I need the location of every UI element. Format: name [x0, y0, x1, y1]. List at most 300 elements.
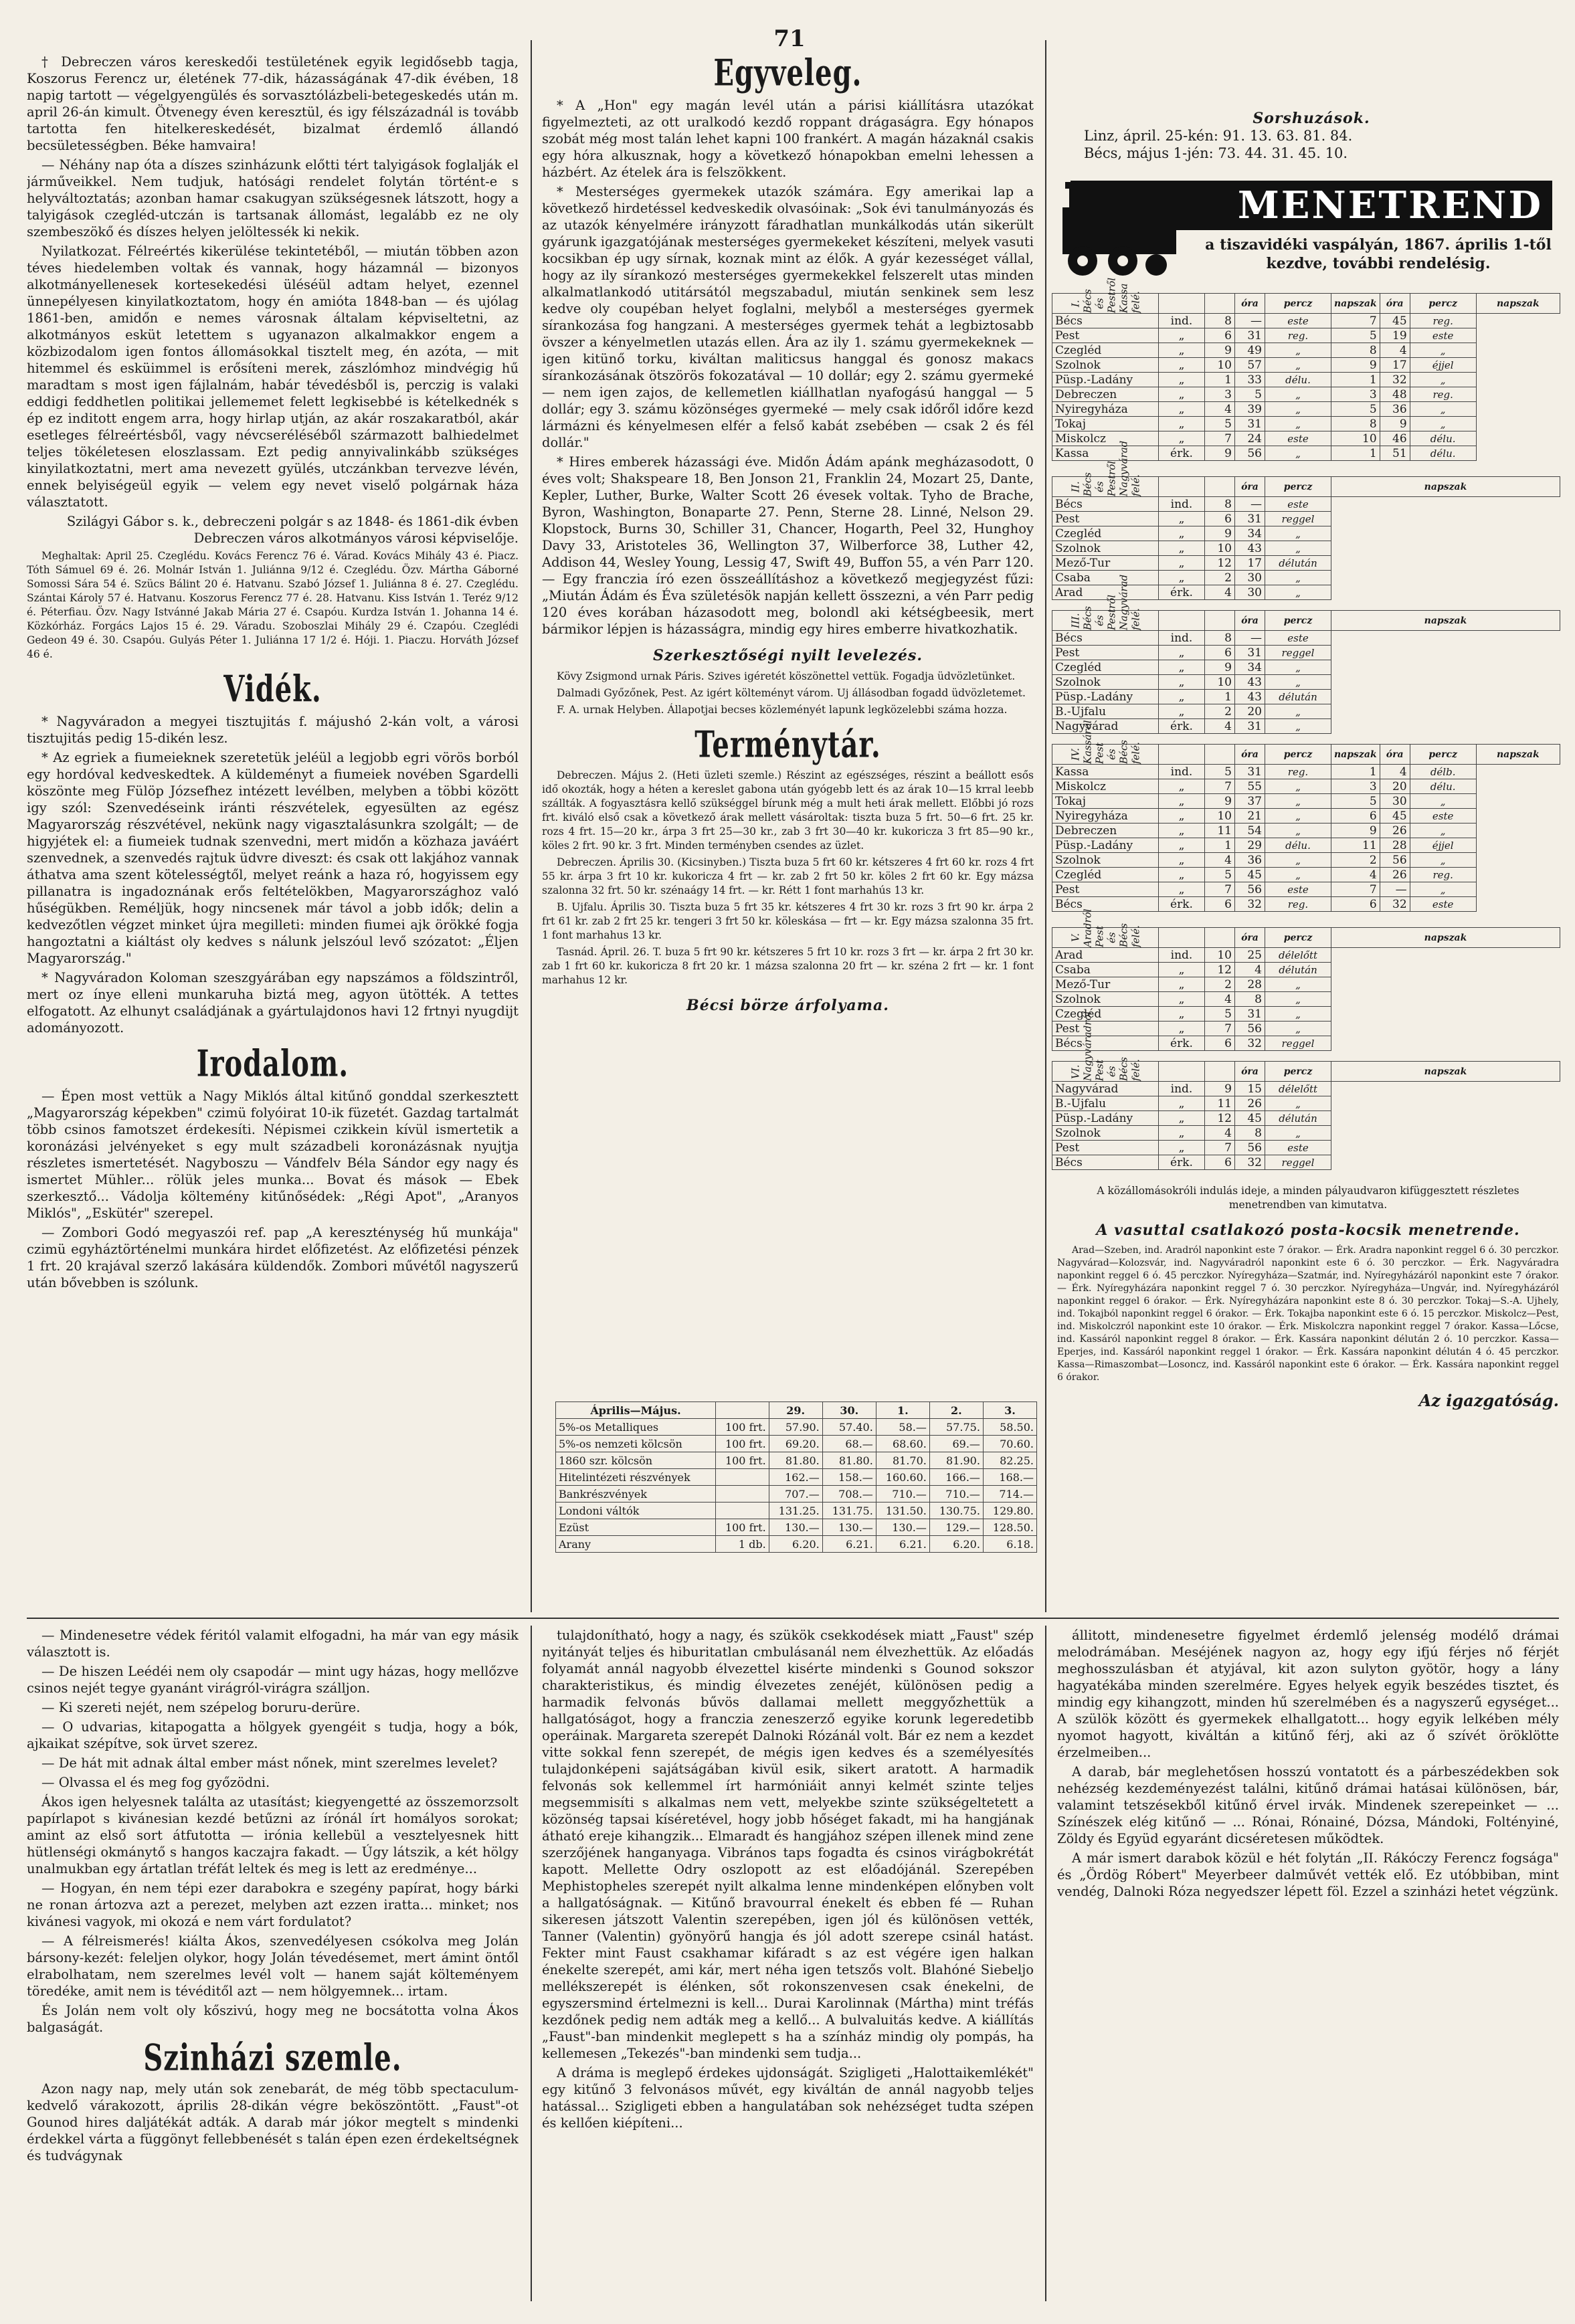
timetable-cell: „ — [1265, 1126, 1331, 1141]
table-cell: 100 frt. — [716, 1436, 769, 1452]
timetable-cell: 32 — [1235, 897, 1265, 912]
table-cell: 57.90. — [769, 1419, 822, 1436]
timetable-note: A közállomásokróli indulás ideje, a minden pályaudvaron kifüggesztett részletes menetrendben van kimutatva. — [1097, 1185, 1519, 1211]
station-name: Mező-Tur — [1052, 556, 1159, 571]
timetable-cell: délelőtt — [1265, 948, 1331, 963]
station-name: Bécs — [1052, 497, 1159, 512]
timetable-row — [1052, 779, 1560, 794]
timetable-cell: „ — [1159, 646, 1205, 660]
feuilleton-paragraph: — A félreismerés! kiálta Ákos, szenvedélyesen csókolva meg Jolán bársony-kezét: feleljen olykor, hogy Jolán tévedésemet, mert ámint öntől elrabolhatam, nem szerelmes levél volt — hanem saját költeményem töredéke, amit nem is tévéditől azt — nem hölgyemnek... irtam. — [27, 1933, 519, 1999]
column-head: napszak — [1331, 611, 1560, 631]
timetable-cell: 9 — [1331, 358, 1380, 373]
timetable-cell: 6 — [1331, 897, 1380, 912]
section-title-posta: A vasuttal csatlakozó posta-kocsik menetrende. — [1096, 1222, 1520, 1239]
table-header: Április—Május. — [556, 1402, 716, 1419]
table-cell: 58.50. — [983, 1419, 1036, 1436]
timetable-cell: „ — [1265, 992, 1331, 1007]
column-head: percz — [1410, 294, 1476, 314]
timetable-row — [1052, 992, 1560, 1007]
table-cell: Londoni váltók — [556, 1503, 716, 1519]
timetable-cell: „ — [1410, 373, 1476, 387]
timetable-cell: „ — [1265, 853, 1331, 868]
table-cell: 130.— — [822, 1519, 876, 1536]
table-cell: Ezüst — [556, 1519, 716, 1536]
table-cell: 710.— — [876, 1486, 929, 1503]
timetable-1 — [1052, 277, 1560, 461]
timetable-cell: 6 — [1205, 512, 1235, 526]
timetable-cell: este — [1265, 1141, 1331, 1155]
timetable-cell: 43 — [1235, 541, 1265, 556]
timetable-row — [1052, 512, 1560, 526]
timetable-cell: 4 — [1380, 343, 1410, 358]
timetable-cell: 56 — [1235, 1022, 1265, 1036]
station-name: Kassa — [1052, 446, 1159, 461]
timetable-cell: „ — [1265, 526, 1331, 541]
timetable-cell: 28 — [1380, 838, 1410, 853]
timetable-cell: 9 — [1205, 526, 1235, 541]
station-name: Pest — [1052, 882, 1159, 897]
timetable-cell: 1 — [1205, 690, 1235, 704]
videk-paragraph: * Nagyváradon a megyei tisztujitás f. májushó 2-kán volt, a városi tisztujitás pedig 15-dikén lesz. — [27, 714, 519, 746]
station-name: Püsp.-Ladány — [1052, 690, 1159, 704]
timetable-cell: „ — [1159, 977, 1205, 992]
timetable-cell: ind. — [1159, 1082, 1205, 1096]
table-cell: 707.— — [769, 1486, 822, 1503]
signature-paragraph: Szilágyi Gábor s. k., debreczeni polgár s az 1848- és 1861-dik évben Debreczen város alkotmányos városi képviselője. — [66, 514, 519, 546]
station-name: Czegléd — [1052, 343, 1159, 358]
timetable-route-label: II. Bécs és Pestről Nagyvárad felé. — [1052, 477, 1159, 497]
station-name: Bécs — [1052, 314, 1159, 328]
timetable-cell: 1 — [1205, 373, 1235, 387]
station-name: Bécs — [1052, 1155, 1159, 1170]
timetable-cell: 26 — [1380, 868, 1410, 882]
timetable-cell: „ — [1159, 431, 1205, 446]
timetable-cell: érk. — [1159, 719, 1205, 734]
timetable-cell: 33 — [1235, 373, 1265, 387]
timetable-cell: „ — [1159, 963, 1205, 977]
timetable-cell: „ — [1265, 571, 1331, 585]
timetable-cell: „ — [1410, 853, 1476, 868]
timetable-cell: 9 — [1205, 1082, 1235, 1096]
obituary-paragraph: † Debreczen város kereskedői testületének egyik legidősebb tagja, Koszorus Ferencz ur, életének 77-dik, házasságának 47-dik évében, 18 napig tartott — végelgyengülés és sorvasztólázbeli-betegeskedés után m. april 26-án kimult. Ötvenegy éven keresztül, és igy félszázadnál is tovább tartotta fen hitelkereskedését, bizalmat érdemlő állandó becsületességben. Béke hamvaira! — [27, 54, 519, 153]
timetable-cell: „ — [1410, 794, 1476, 809]
station-name: Miskolcz — [1052, 431, 1159, 446]
table-cell: 100 frt. — [716, 1519, 769, 1536]
column-head: napszak — [1331, 294, 1380, 314]
column-head: percz — [1265, 928, 1331, 948]
feuilleton-paragraph: Azon nagy nap, mely után sok zenebarát, de még több spectaculum-kedvelő várakozott, április 28-dikán végre beköszöntött. „Faust"-ot Gounod hires daljátékát adták. A darab már jókor megtelt s mindenki érdekkel várta a függönyt fellebbenését s talán épen ezen érdekeltségnek és tudvágynak — [27, 2081, 519, 2163]
timetable-cell: „ — [1159, 512, 1205, 526]
table-row — [556, 1519, 1037, 1536]
irodalom-paragraph: — Zombori Godó megyaszói ref. pap „A kereszténység hű munkája" czimü egyháztörténelmi munkára hirdet előfizetést. Az előfizetési pénzek 1 frt. 20 krajával szerző lakására küldendők. Zombori művétől nagyszerű után bővebben is szólunk. — [27, 1225, 519, 1290]
timetable-cell: „ — [1265, 1096, 1331, 1111]
timetable-cell: reg. — [1410, 868, 1476, 882]
station-name: Szolnok — [1052, 675, 1159, 690]
table-cell: 100 frt. — [716, 1452, 769, 1469]
lottery-line: Linz, ápril. 25-kén: 91. 13. 63. 81. 84. — [1084, 128, 1353, 144]
posta-schedule: Arad—Szeben, ind. Aradról naponkint este 7 órakor. — Érk. Aradra naponkint reggel 6 ó. 30 perczkor. Nagyvárad—Kolozsvár, ind. Nagyváradról naponkint este 6 ó. 30 perczkor. — Érk. Nagyváradra naponkint reggel 6 ó. 45 perczkor. Nyíregyháza—Szatmár, ind. Nyíregyházáról naponkint este 7 órakor. — Érk. Nyíregyházára naponkint reggel 7 ó. 30 perczkor. Nyíregyháza—Ungvár, ind. Nyíregyházáról naponkint reggel 6 órakor. — Érk. Nyíregyházára naponkint este 8 ó. 30 perczkor. Tokaj—S.-A. Ujhely, ind. Tokajból naponkint reggel 6 órakor. — Érk. Tokajba naponkint este 6 ó. 15 perczkor. Miskolcz—Pest, ind. Miskolczról naponkint este 10 órakor. — Érk. Miskolczra naponkint reggel 7 órakor. Kassa—Lőcse, ind. Kassáról naponkint reggel 8 órakor. — Érk. Kassára naponkint délután 2 ó. 10 perczkor. Kassa—Eperjes, ind. Kassáról naponkint reggel 1 órakor. — Érk. Kassára naponkint délután 4 ó. 45 perczkor. Kassa—Rimaszombat—Losoncz, ind. Kassáról naponkint este 6 órakor. — Érk. Kassára naponkint reggel 6 órakor. — [1057, 1245, 1559, 1383]
station-name: Czegléd — [1052, 868, 1159, 882]
timetable-cell: 48 — [1380, 387, 1410, 402]
timetable-cell: 56 — [1235, 1141, 1265, 1155]
timetable-cell: „ — [1159, 690, 1205, 704]
table-cell: 5%-os nemzeti kölcsön — [556, 1436, 716, 1452]
timetable-cell: 8 — [1331, 343, 1380, 358]
column-head: percz — [1265, 294, 1331, 314]
timetable-cell: érk. — [1159, 585, 1205, 600]
timetable-cell: „ — [1265, 977, 1331, 992]
timetable-cell: 57 — [1235, 358, 1265, 373]
table-cell: 57.75. — [929, 1419, 983, 1436]
timetable-cell: 24 — [1235, 431, 1265, 446]
timetable-row — [1052, 660, 1560, 675]
timetable-cell: „ — [1159, 704, 1205, 719]
table-cell: 1860 szr. kölcsön — [556, 1452, 716, 1469]
table-row — [556, 1419, 1037, 1436]
timetable-cell: — — [1235, 314, 1265, 328]
timetable-row — [1052, 631, 1560, 646]
timetable-cell: 7 — [1205, 431, 1235, 446]
timetable-cell: „ — [1265, 417, 1331, 431]
timetable-cell: „ — [1159, 373, 1205, 387]
timetable-cell: „ — [1265, 1007, 1331, 1022]
timetable-cell: „ — [1410, 402, 1476, 417]
table-cell: 158.— — [822, 1469, 876, 1486]
timetable-cell: este — [1265, 497, 1331, 512]
table-cell: 131.75. — [822, 1503, 876, 1519]
table-cell: 1 db. — [716, 1536, 769, 1553]
timetable-cell: 7 — [1331, 882, 1380, 897]
timetable-cell: érk. — [1159, 446, 1205, 461]
timetable-row — [1052, 948, 1560, 963]
timetable-cell: 12 — [1205, 556, 1235, 571]
timetable-route-label: I. Bécs és Pestről Kassa felé. — [1052, 294, 1159, 314]
timetable-cell: 21 — [1235, 809, 1265, 824]
timetable-cell: 34 — [1235, 526, 1265, 541]
timetable-cell: délután — [1265, 690, 1331, 704]
station-name: Csaba — [1052, 571, 1159, 585]
timetable-cell: 1 — [1331, 446, 1380, 461]
timetable-row — [1052, 690, 1560, 704]
table-cell: 131.25. — [769, 1503, 822, 1519]
table-cell: 81.80. — [769, 1452, 822, 1469]
station-name: Pest — [1052, 512, 1159, 526]
timetable-cell: „ — [1265, 660, 1331, 675]
table-cell: 131.50. — [876, 1503, 929, 1519]
egyveleg-paragraph: * Hires emberek házassági éve. Midőn Ádám apánk megházasodott, 0 éves volt; Shakspeare 18, Ben Jonson 21, Franklin 24, Mozart 25, Dante, Kepler, Luther, Burke, Walter Scott 26 évesek voltak. Tyho de Brache, Byron, Washington, Bonaparte 27. Penn, Sterne 28. Linné, Nelson 29. Klopstock, Burns 30, Schiller 31, Chancer, Hogarth, Peel 32, Hunghoy Davy 33, Aristoteles 36, Wellington 37, Wilberforce 38, Luther 42, Addison 44, Wesley Young, Lessig 47, Swift 49, Buffon 55, a vén Parr 120. — Egy franczia író ezen összeállításhoz a következő megjegyzést fűzi: „Miután Ádám és Éva születésök napján kellett összezni, a vén Parr pedig 120 éves korában házasodott meg, bolondl aki kétségbeesik, mert bármikor lépjen is házasságra, mindig egy hires emberre hivatkozhatik. — [542, 454, 1034, 637]
timetable-cell: 10 — [1205, 675, 1235, 690]
station-name: Tokaj — [1052, 794, 1159, 809]
table-cell: 70.60. — [983, 1436, 1036, 1452]
timetable-cell: 11 — [1205, 824, 1235, 838]
feuilleton-paragraph: A dráma is meglepő érdekes ujdonságát. Szigligeti „Halottaikemlékét" egy kitűnő 3 felvonásos művét, egy kiváltán de annál nagyobb teljes hatással... Szigligeti ebben a hangulatában sok nehézséget tudta szépen és kellően kiépíteni... — [542, 2065, 1034, 2131]
timetable-route-label: IV. Kassáról Pest és Bécs felé. — [1052, 745, 1159, 765]
timetable-row — [1052, 897, 1560, 912]
table-header-row — [556, 1402, 1037, 1419]
timetable-cell: 8 — [1331, 417, 1380, 431]
station-name: B.-Ujfalu — [1052, 1096, 1159, 1111]
timetable-cell: 3 — [1205, 387, 1235, 402]
timetable-cell: „ — [1159, 387, 1205, 402]
timetable-cell: „ — [1265, 704, 1331, 719]
station-name: B.-Ujfalu — [1052, 704, 1159, 719]
table-cell: 81.80. — [822, 1452, 876, 1469]
table-cell: 6.21. — [822, 1536, 876, 1553]
timetable-cell: 28 — [1235, 977, 1265, 992]
timetable-cell: 36 — [1235, 853, 1265, 868]
table-cell: 168.— — [983, 1469, 1036, 1486]
timetable-cell: délu. — [1265, 373, 1331, 387]
timetable-cell: reg. — [1265, 328, 1331, 343]
timetable-cell: 32 — [1380, 897, 1410, 912]
table-cell: Hitelintézeti részvények — [556, 1469, 716, 1486]
table-header: 29. — [769, 1402, 822, 1419]
table-cell: 129.80. — [983, 1503, 1036, 1519]
timetable-cell: délelőtt — [1265, 1082, 1331, 1096]
timetable-cell: „ — [1410, 417, 1476, 431]
station-name: Szolnok — [1052, 541, 1159, 556]
station-name: Püsp.-Ladány — [1052, 1111, 1159, 1126]
table-cell: Arany — [556, 1536, 716, 1553]
section-title-szerkesztosegi: Szerkesztőségi nyilt levelezés. — [652, 647, 923, 664]
timetable-row — [1052, 765, 1560, 779]
timetable-cell: 37 — [1235, 794, 1265, 809]
timetable-cell: 15 — [1235, 1082, 1265, 1096]
timetable-row — [1052, 704, 1560, 719]
table-row — [556, 1436, 1037, 1452]
timetable-cell: „ — [1410, 343, 1476, 358]
station-name: Szolnok — [1052, 992, 1159, 1007]
timetable-cell: 55 — [1235, 779, 1265, 794]
section-title-sorshuzasok: Sorshuzások. — [1253, 110, 1370, 127]
table-cell — [716, 1469, 769, 1486]
timetable-cell: 4 — [1380, 765, 1410, 779]
table-cell: 162.— — [769, 1469, 822, 1486]
timetable-row — [1052, 1007, 1560, 1022]
timetable-row — [1052, 1126, 1560, 1141]
timetable-cell: „ — [1159, 526, 1205, 541]
column-head: óra — [1235, 477, 1265, 497]
timetable-cell: 5 — [1331, 402, 1380, 417]
timetable-row — [1052, 314, 1560, 328]
timetable-cell: „ — [1265, 794, 1331, 809]
timetable-cell: 5 — [1331, 328, 1380, 343]
timetable-cell: 56 — [1380, 853, 1410, 868]
timetable-row — [1052, 328, 1560, 343]
table-cell: 708.— — [822, 1486, 876, 1503]
station-name: Nyiregyháza — [1052, 402, 1159, 417]
timetable-cell: 30 — [1235, 571, 1265, 585]
timetable-cell: reggel — [1265, 1155, 1331, 1170]
timetable-cell: 2 — [1205, 704, 1235, 719]
section-title-egyveleg: Egyveleg. — [713, 54, 862, 95]
timetable-row — [1052, 646, 1560, 660]
timetable-cell: 2 — [1331, 853, 1380, 868]
station-name: Nyiregyháza — [1052, 809, 1159, 824]
timetable-cell: 45 — [1235, 868, 1265, 882]
column-head: óra — [1380, 745, 1410, 765]
column-head: óra — [1235, 611, 1265, 631]
table-cell: 6.20. — [929, 1536, 983, 1553]
videk-paragraph: * Nagyváradon Koloman szeszgyárában egy napszámos a földszintről, mert oz ínye elleni munkaruha biztá meg, agyon ütötték. A tettes elfogatott. Az elhunyt családjának a gyártulajdonos havi 12 frtnyi nyugdijt adományozott. — [27, 970, 519, 1036]
timetable-cell: 51 — [1380, 446, 1410, 461]
timetable-cell: délu. — [1410, 431, 1476, 446]
timetable-cell: 12 — [1205, 963, 1235, 977]
signature-igazgatosag: Az igazgatóság. — [1418, 1391, 1559, 1410]
timetable-row — [1052, 868, 1560, 882]
timetable-cell: 6 — [1205, 1036, 1235, 1051]
table-header: 1. — [876, 1402, 929, 1419]
timetable-cell: 4 — [1205, 585, 1235, 600]
station-name: Nagyvárad — [1052, 1082, 1159, 1096]
feuilleton-rule-2 — [1045, 1626, 1046, 2301]
section-title-termenytar: Terménytár. — [694, 723, 881, 767]
timetable-cell: délb. — [1410, 765, 1476, 779]
column-head: percz — [1265, 745, 1331, 765]
timetable-cell: „ — [1265, 675, 1331, 690]
column-head: óra — [1235, 928, 1265, 948]
timetable-cell: „ — [1159, 328, 1205, 343]
feuilleton-rule-1 — [531, 1626, 532, 2301]
timetable-cell: ind. — [1159, 948, 1205, 963]
table-cell: 160.60. — [876, 1469, 929, 1486]
timetable-title: MENETREND — [1071, 181, 1552, 230]
feuilleton-paragraph: — De hát mit adnak által ember mást nőnek, mint szerelmes levelet? — [41, 1755, 498, 1771]
timetable-row — [1052, 1141, 1560, 1155]
column-head: percz — [1265, 477, 1331, 497]
timetable-route-label: V. Aradról Pest és Bécs felé. — [1052, 928, 1159, 948]
section-title-szinhazi: Szinházi szemle. — [143, 2036, 402, 2080]
timetable-cell: 2 — [1205, 977, 1235, 992]
station-name: Czegléd — [1052, 1007, 1159, 1022]
declaration-paragraph: Nyilatkozat. Félreértés kikerülése tekintetéből, — miután többen azon téves hiedelemben voltak és vannak, hogy házamnál — bizonyos alkotmányellenesek kortesekedési üléséül adtam helyet, ezennel ünnepélyesen kinyilatkoztatom, hogy én amióta 1848-ban — és ujólag 1861-ben, amidőn e nemes városnak általam képviseltetni, az alkotmányos esküt letettem s ugyanazon alkalmakkor engem a közbizodalom igen fontos állomásokkal tisztelt meg, én azóta, — mit hitemmel és esküimmel is erősíteni merek, zászlómhoz mindvégig hű maradtam s most igen fájlalnám, habár tévedésből is, perczig is valaki eddigi feddhetlen politikai jellememet felett legkisebbé is kételkednék s ép ez inditott engem arra, hogy hirlap utján, az akár roszakaratból, akár esetleges félreértésből, vagy névcseréléséből származott balhiedelmet teljes tökéletesen eloszlassam. Ezt pedig annyivalinkább szükséges kinyilatkoztatni, mert ama nevezett gyülés, utczánkban tervezve lévén, ennek belyiségeül egyik — velem egy nevet viselő polgárnak háza választatott. — [27, 244, 519, 510]
timetable-cell: „ — [1159, 992, 1205, 1007]
timetable-cell: 45 — [1380, 314, 1410, 328]
timetable-cell: 11 — [1331, 838, 1380, 853]
timetable-cell: 10 — [1205, 809, 1235, 824]
timetable-cell: 17 — [1235, 556, 1265, 571]
station-name: Kassa — [1052, 765, 1159, 779]
timetable-cell: „ — [1159, 1141, 1205, 1155]
station-name: Szolnok — [1052, 853, 1159, 868]
timetable-row — [1052, 824, 1560, 838]
timetable-cell: 19 — [1380, 328, 1410, 343]
timetable-cell: este — [1265, 882, 1331, 897]
station-name: Bécs — [1052, 897, 1159, 912]
table-cell: 6.21. — [876, 1536, 929, 1553]
timetable-cell: „ — [1159, 853, 1205, 868]
egyveleg-paragraph: * Mesterséges gyermekek utazók számára. Egy amerikai lap a következő hirdetéssel kedveskedik olvasóinak: „Sok évi tanulmányozás és az utazók kényelmére irányzott fáradhatlan munkálkodás után sikerült gyárunk igazgatójának mesterséges gyermekeket készíteni, melyek vasuti kocsikban ép ugy sírnak, koznak mint az élők. A gyár kezességet vállal, hogy az ily sírankozó mesterséges gyermekekkel felszerelt utas minden alkalmatlankodó utitársától megszabadul, miután senkinek sem lesz kedve oly coupéban helyet foglalni, melyből a mesterséges gyermek sírankozása fog hangzani. A mesterséges gyermek tehát a legbiztosabb övszer a kényelmetlen utazás ellen. Ára az ily 1. számu gyermekeknek — igen kitünő torku, kiváltan maliticsus hanggal és gonosz makacs sírankozásának ötszörös fokozatával — 10 dollár; egy 2. számu gyermeké — nem igen zajos, de kellemetlen kiállhatlan nyafogású hanggal — 5 dollár; egy 3. számu közönséges gyermeké — mely csak időről időre kezd lármázni és kényelmesen elfér a felső kabát zsebében — csak 2 és fél dollár." — [542, 184, 1034, 450]
letter-item: Dalmadi Győzőnek, Pest. Az igért költeményt várom. Uj állásodban fogadd üdvözletemet. — [557, 687, 1026, 699]
timetable-cell: ind. — [1159, 497, 1205, 512]
timetable-cell: este — [1410, 897, 1476, 912]
timetable-row — [1052, 1155, 1560, 1170]
timetable-cell: 32 — [1380, 373, 1410, 387]
timetable-cell: ind. — [1159, 765, 1205, 779]
timetable-cell: „ — [1159, 358, 1205, 373]
table-cell — [716, 1503, 769, 1519]
feuilleton-paragraph: állitott, mindenesetre figyelmet érdemlő jelenség modélő drámai melodrámában. Meséjének nagyon az, hogy egy ifjú férjes nő férjét meghosszulásban ét atyjával, kit azon sulyton gyötör, hogy a lány hagyatékába minden szerelmére. Egyes helyek egyik beszédes tisztet, és mindig egy kihangzott, minden hű szerelmében és a nagyszerű egységet... A szülök között és gyermekek elhallgatott... hogy egyik lelkében mély nyomot hagyott, kiváltán a kitűnő férj, aki az ő szívét öröklötte érzelmeiben... — [1057, 1628, 1559, 1760]
market-report: Tasnád. Ápril. 26. T. buza 5 frt 90 kr. kétszeres 5 frt 10 kr. rozs 3 frt — kr. árpa 2 frt 30 kr. zab 1 frt 60 kr. kukoricza 8 frt 20 kr. 1 mázsa szalonna 20 frt — kr. széna 2 frt — kr. 1 font marhahus 12 kr. — [542, 946, 1034, 986]
table-cell: 129.— — [929, 1519, 983, 1536]
timetable-cell: 31 — [1235, 646, 1265, 660]
timetable-cell: „ — [1265, 779, 1331, 794]
section-title-boerse: Bécsi börze árfolyama. — [686, 997, 889, 1014]
table-cell: 128.50. — [983, 1519, 1036, 1536]
column-1 — [27, 54, 519, 1612]
column-head: napszak — [1476, 745, 1560, 765]
timetable-cell: „ — [1159, 779, 1205, 794]
timetable-cell: 30 — [1380, 794, 1410, 809]
timetable-cell: 7 — [1205, 779, 1235, 794]
timetable-cell: 32 — [1235, 1155, 1265, 1170]
station-name: Nagyvárad — [1052, 719, 1159, 734]
timetable-cell: reg. — [1410, 314, 1476, 328]
table-header: 3. — [983, 1402, 1036, 1419]
timetable-cell: — — [1380, 882, 1410, 897]
feuilleton-paragraph: A darab, bár meglehetősen hosszú vontatott és a párbeszédekben sok nehézség kezdeményezést találni, kitűnő drámai hatásai különösen, bár, valamint tetszésekből kitűnő érvel irvák. Mindenek szerepeinket — ... Színészek elég kitűnő — ... Rónai, Rónainé, Dózsa, Mándoki, Foltényiné, Zöldy és Együd egyaránt dicséretesen működtek. — [1057, 1764, 1559, 1846]
timetable-cell: 26 — [1235, 1096, 1265, 1111]
timetable-cell: 36 — [1380, 402, 1410, 417]
station-name: Püsp.-Ladány — [1052, 373, 1159, 387]
station-name: Pest — [1052, 646, 1159, 660]
timetable-cell: 4 — [1235, 963, 1265, 977]
table-row — [556, 1503, 1037, 1519]
table-row — [556, 1469, 1037, 1486]
timetable-cell: ind. — [1159, 314, 1205, 328]
timetable-cell: 4 — [1205, 853, 1235, 868]
timetable-cell: „ — [1265, 809, 1331, 824]
column-head: percz — [1265, 611, 1331, 631]
timetable-cell: „ — [1159, 675, 1205, 690]
timetable-cell: 10 — [1331, 431, 1380, 446]
timetable-cell: 4 — [1205, 402, 1235, 417]
timetable-cell: este — [1265, 431, 1331, 446]
timetable-cell: 34 — [1235, 660, 1265, 675]
station-name: Arad — [1052, 948, 1159, 963]
timetable-cell: érk. — [1159, 1155, 1205, 1170]
table-cell — [716, 1486, 769, 1503]
timetable-row — [1052, 1036, 1560, 1051]
timetable-cell: érk. — [1159, 897, 1205, 912]
timetable-cell: „ — [1159, 660, 1205, 675]
timetable-cell: „ — [1159, 402, 1205, 417]
column-head: óra — [1380, 294, 1410, 314]
table-cell: 130.75. — [929, 1503, 983, 1519]
timetable-cell: este — [1265, 631, 1331, 646]
timetable-cell: 32 — [1235, 1036, 1265, 1051]
timetable-row — [1052, 853, 1560, 868]
timetable-cell: „ — [1159, 417, 1205, 431]
table-cell: 68.60. — [876, 1436, 929, 1452]
timetable-cell: 7 — [1205, 1141, 1235, 1155]
table-cell: 57.40. — [822, 1419, 876, 1436]
section-title-irodalom: Irodalom. — [196, 1042, 349, 1086]
timetable-cell: 6 — [1205, 897, 1235, 912]
timetable-cell: 5 — [1235, 387, 1265, 402]
timetable-cell: reg. — [1410, 387, 1476, 402]
egyveleg-paragraph: * A „Hon" egy magán levél után a párisi kiállításra utazókat figyelmezteti, az ott uralkodó kezdő roppant drágaságra. Egy hónapos szobát még most talán lehet kapni 100 frankért. A magán házaknál csakis egy hóra alkusznak, hogy a következő hónapokban emelni lehessen a házbért. Az ételek ára is felszökkent. — [542, 98, 1034, 180]
timetable-cell: 31 — [1235, 719, 1265, 734]
timetable-row — [1052, 809, 1560, 824]
timetable-cell: este — [1265, 314, 1331, 328]
column-head: óra — [1235, 294, 1265, 314]
timetable-cell: 8 — [1205, 631, 1235, 646]
station-name: Debreczen — [1052, 387, 1159, 402]
timetable-cell: 17 — [1380, 358, 1410, 373]
table-cell: 100 frt. — [716, 1419, 769, 1436]
timetable-cell: 7 — [1331, 314, 1380, 328]
